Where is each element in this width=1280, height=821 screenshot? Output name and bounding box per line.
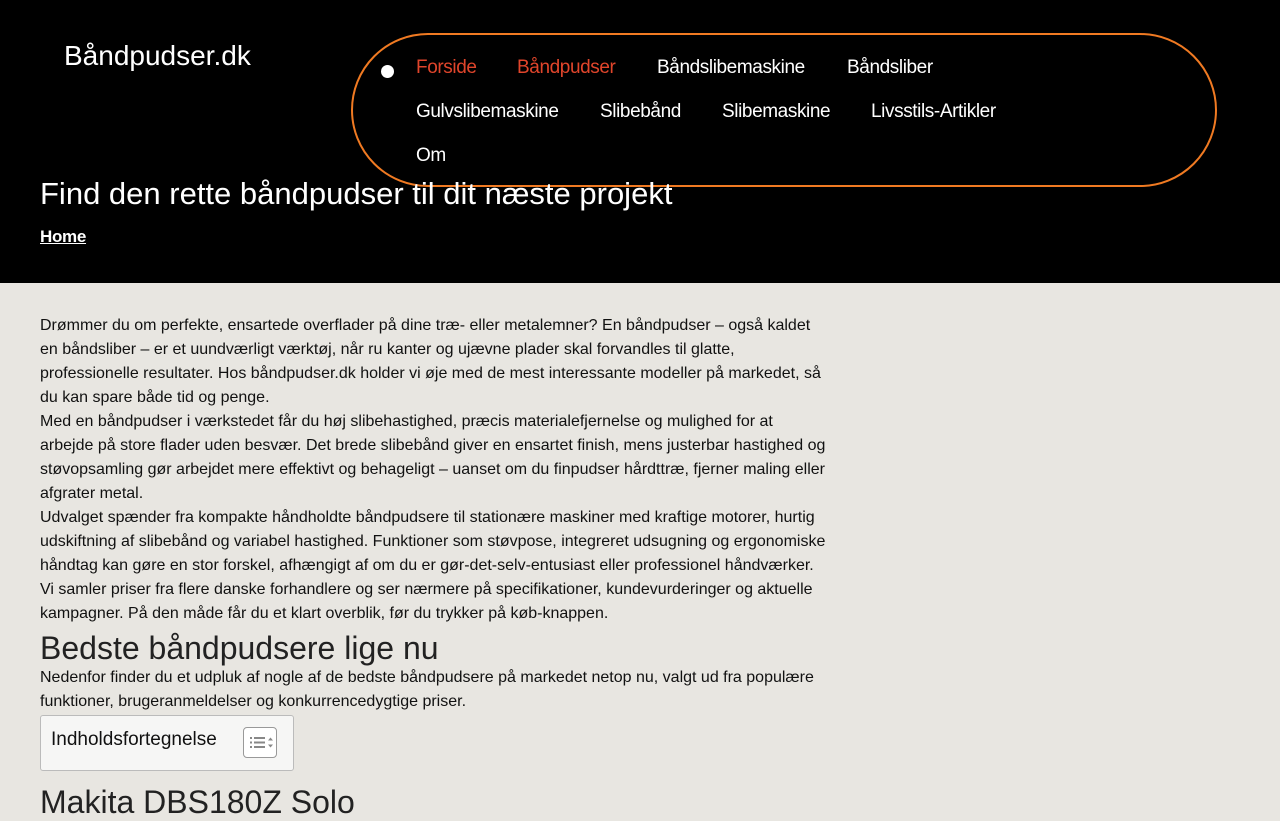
bullet-dot-icon bbox=[381, 65, 394, 78]
nav-item-bandsliber[interactable]: Båndsliber bbox=[847, 57, 933, 78]
intro-paragraph-2: Med en båndpudser i værkstedet får du høj slibehastighed, præcis materialefjernelse og mulighed for at arbejde på store flader uden besvær. Det brede slibebånd giver en ensartet finish, mens justerbar hastighed og støvopsamling gør arbejdet mere effektivt og behageligt – uanset om du finpudser hårdttræ, fjerner maling eller afgrater metal. bbox=[40, 413, 826, 502]
toc-toggle-button[interactable] bbox=[243, 727, 277, 758]
main-content bbox=[40, 314, 830, 714]
nav-item-slibebaand[interactable]: Slibebånd bbox=[600, 101, 681, 122]
table-of-contents bbox=[40, 715, 294, 771]
section-intro: Nedenfor finder du et udpluk af nogle af de bedste båndpudsere på markedet netop nu, valgt ud fra populære funktioner, brugeranmeldelser og konkurrencedygtige priser. bbox=[40, 669, 814, 710]
site-title[interactable]: Båndpudser.dk bbox=[64, 40, 251, 71]
product-heading: Makita DBS180Z Solo bbox=[40, 784, 355, 820]
nav-item-forside[interactable]: Forside bbox=[416, 57, 477, 78]
main-navigation bbox=[351, 33, 1217, 187]
list-toggle-icon bbox=[244, 728, 276, 757]
toc-title: Indholdsfortegnelse bbox=[51, 729, 217, 750]
site-header bbox=[0, 0, 1280, 283]
nav-item-bandpudser[interactable]: Båndpudser bbox=[517, 57, 616, 78]
intro-paragraph-4: Vi samler priser fra flere danske forhandlere og ser nærmere på specifikationer, kundevurderinger og aktuelle kampagner. På den måde får du et klart overblik, før du trykker på køb-knappen. bbox=[40, 581, 813, 622]
page-title: Find den rette båndpudser til dit næste projekt bbox=[40, 176, 673, 211]
nav-item-slibemaskine[interactable]: Slibemaskine bbox=[722, 101, 831, 122]
section-heading: Bedste båndpudsere lige nu bbox=[40, 630, 439, 666]
nav-item-gulvslibemaskine[interactable]: Gulvslibemaskine bbox=[416, 101, 559, 122]
intro-paragraph-3: Udvalget spænder fra kompakte håndholdte båndpudsere til stationære maskiner med kraftige motorer, hurtig udskiftning af slibebånd og variabel hastighed. Funktioner som støvpose, integreret udsugning og ergonomiske håndtag kan gøre en stor forskel, afhængigt af om du er gør-det-selv-entusiast eller professionel håndværker. bbox=[40, 509, 826, 574]
breadcrumb-home[interactable]: Home bbox=[40, 227, 87, 246]
nav-item-bandslibemaskine[interactable]: Båndslibemaskine bbox=[657, 57, 805, 78]
intro-paragraph-1: Drømmer du om perfekte, ensartede overflader på dine træ- eller metalemner? En båndpudser – også kaldet en båndsliber – er et uundværligt værktøj, når ru kanter og ujævne plader skal forvandles til glatte, professionelle resultater. Hos båndpudser.dk holder vi øje med de mest interessante modeller på markedet, så du kan spare både tid og penge. bbox=[40, 317, 821, 406]
nav-item-om[interactable]: Om bbox=[416, 145, 446, 166]
nav-item-livsstils-artikler[interactable]: Livsstils-Artikler bbox=[871, 101, 996, 122]
